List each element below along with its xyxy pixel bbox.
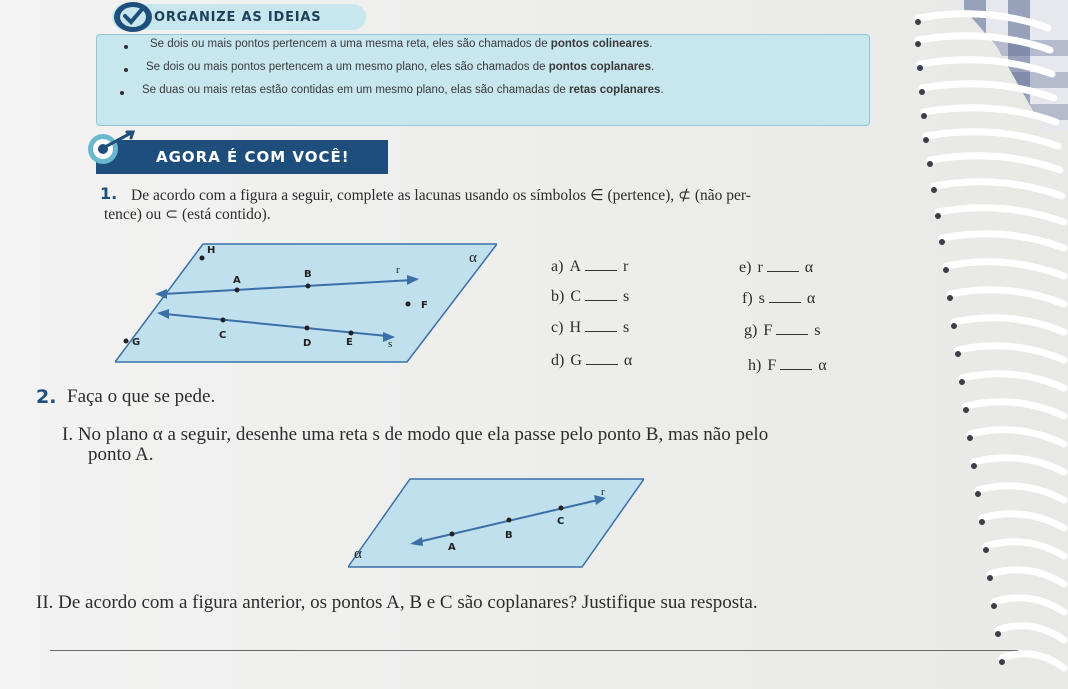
- idea-bold-term: pontos colineares: [550, 38, 650, 50]
- point-a-label: A: [448, 542, 456, 553]
- question-2-title: Faça o que se pede.: [67, 386, 216, 407]
- answer-blank[interactable]: [585, 317, 617, 332]
- bullet-icon: [120, 91, 124, 95]
- exercise-item-c: c) H s: [551, 319, 630, 336]
- point-c-label: C: [219, 330, 227, 341]
- point-a-label: A: [233, 275, 241, 286]
- point-g-label: G: [132, 337, 141, 348]
- point-b-label: B: [505, 530, 513, 541]
- question-2-part1-line1: I. No plano α a seguir, desenhe uma reta s de modo que ela passe pelo ponto B, mas não pelo: [62, 424, 769, 445]
- plane-alpha-label: α: [469, 250, 477, 266]
- agora-title: AGORA É COM VOCÊ!: [156, 148, 350, 166]
- question-2-number: 2.: [36, 386, 57, 408]
- answer-blank[interactable]: [780, 355, 812, 370]
- question-2-part2: II. De acordo com a figura anterior, os pontos A, B e C são coplanares? Justifique sua resposta.: [36, 592, 758, 613]
- point-c-label: C: [557, 516, 565, 527]
- organize-ideas-title-text: ORGANIZE AS IDEIAS: [154, 9, 322, 25]
- point-f-label: F: [421, 300, 428, 311]
- idea-bold-term: pontos coplanares: [548, 61, 651, 73]
- idea-item: [142, 84, 664, 96]
- idea-item: [146, 61, 654, 73]
- check-icon: [112, 0, 154, 34]
- point-h-label: H: [207, 245, 216, 256]
- line-s-label: s: [388, 338, 393, 350]
- point-b-label: B: [304, 269, 312, 280]
- answer-blank[interactable]: [767, 257, 799, 272]
- line-r-label: r: [396, 264, 400, 276]
- point-d-label: D: [303, 338, 312, 349]
- idea-item: [150, 38, 652, 50]
- question-1-text-line1: De acordo com a figura a seguir, complete as lacunas usando os símbolos ∈ (pertence), ⊄ (não per-: [131, 187, 751, 204]
- question-1-number: 1.: [100, 184, 118, 203]
- idea-text: Se dois ou mais pontos pertencem a um mesmo plano, eles são chamados de: [146, 61, 549, 73]
- idea-text: Se duas ou mais retas estão contidas em um mesmo plano, elas são chamadas de: [142, 84, 570, 96]
- exercise-item-f: f) s α: [742, 290, 816, 307]
- point-e-label: E: [346, 337, 353, 348]
- question-2-part1-line2: ponto A.: [88, 444, 154, 465]
- line-r-label: r: [601, 486, 605, 498]
- target-icon: [83, 128, 153, 170]
- idea-text-end: .: [660, 84, 664, 96]
- question-1-text-line2: tence) ou ⊂ (está contido).: [104, 206, 271, 223]
- plane-figure-2: [348, 478, 644, 568]
- exercise-item-e: e) r α: [739, 259, 814, 276]
- answer-blank[interactable]: [585, 256, 617, 271]
- idea-text-end: .: [650, 61, 655, 73]
- bullet-icon: [124, 68, 128, 72]
- idea-bold-term: retas coplanares: [569, 84, 661, 96]
- exercise-item-a: a) A r: [551, 258, 629, 275]
- answer-blank[interactable]: [776, 320, 808, 335]
- idea-text: Se dois ou mais pontos pertencem a uma mesma reta, eles são chamados de: [150, 38, 551, 50]
- exercise-item-g: g) F s: [744, 322, 821, 339]
- plane-alpha-label: α: [354, 546, 362, 562]
- answer-blank[interactable]: [769, 288, 801, 303]
- idea-text-end: .: [649, 38, 653, 50]
- exercise-item-h: h) F α: [748, 357, 827, 374]
- plane-figure-1: [115, 242, 497, 364]
- exercise-item-b: b) C s: [551, 288, 630, 305]
- checkered-cloth-background: [908, 0, 1068, 130]
- answer-blank[interactable]: [586, 350, 618, 365]
- answer-line[interactable]: [50, 650, 1018, 651]
- exercise-item-d: d) G α: [551, 352, 633, 369]
- bullet-icon: [124, 45, 128, 49]
- answer-blank[interactable]: [585, 286, 617, 301]
